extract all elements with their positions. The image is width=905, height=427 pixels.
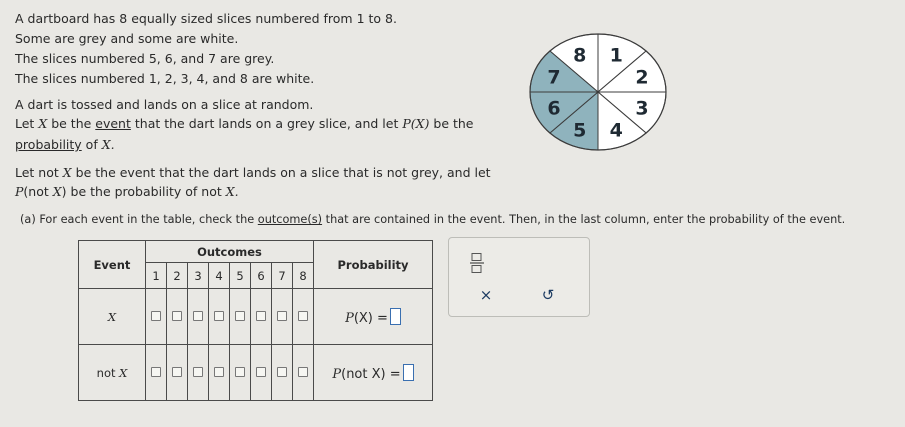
outcome-cell (293, 289, 314, 345)
checkbox-not-x-outcome-5[interactable] (235, 367, 245, 377)
checkbox-x-outcome-1[interactable] (151, 311, 161, 321)
outcome-cell (251, 289, 272, 345)
outcome-cell (146, 345, 167, 401)
text-segment: be the (47, 116, 96, 131)
math-p: P (15, 184, 24, 199)
problem-line-2: Some are grey and some are white. (15, 31, 239, 46)
outcome-cell (188, 289, 209, 345)
undo-button[interactable]: ↺ (541, 286, 555, 304)
outcome-label-5: 5 (230, 263, 251, 289)
text-segment: Let not (15, 165, 63, 180)
outcomes-header: Outcomes (146, 241, 314, 263)
checkbox-x-outcome-6[interactable] (256, 311, 266, 321)
checkbox-x-outcome-8[interactable] (298, 311, 308, 321)
part-a-instructions (20, 213, 845, 226)
checkbox-x-outcome-5[interactable] (235, 311, 245, 321)
slice-label-7: 7 (547, 66, 561, 89)
outcome-cell (167, 345, 188, 401)
probability-expression: (X) = (353, 310, 388, 326)
text-segment: be the (429, 116, 474, 131)
probability-expression: (not X) = (341, 366, 401, 382)
fraction-button[interactable] (469, 252, 485, 274)
slice-label-4: 4 (609, 119, 623, 142)
slice-label-6: 6 (547, 97, 561, 120)
outcome-label-7: 7 (272, 263, 293, 289)
text-segment: that the dart lands on a grey slice, and let (130, 116, 403, 131)
event-cell-not-x (79, 345, 146, 401)
slice-label-2: 2 (635, 66, 649, 89)
event-row-x (79, 289, 433, 345)
text-segment: ) (61, 184, 67, 199)
outcome-label-2: 2 (167, 263, 188, 289)
event-row-not-x (79, 345, 433, 401)
event-cell-x: X (79, 289, 146, 345)
math-p: P (345, 310, 354, 326)
text-segment: Let (15, 116, 39, 131)
outcome-label-8: 8 (293, 263, 314, 289)
checkbox-not-x-outcome-2[interactable] (172, 367, 182, 377)
checkbox-x-outcome-2[interactable] (172, 311, 182, 321)
problem-line-6 (15, 116, 474, 131)
text-segment: that are contained in the event. Then, in the last column, enter the probability of the event. (322, 213, 846, 226)
checkbox-x-outcome-4[interactable] (214, 311, 224, 321)
outcome-cell (188, 345, 209, 401)
event-header: Event (79, 241, 146, 289)
probability-link[interactable]: probability (15, 137, 82, 152)
math-x: X (119, 365, 128, 380)
outcome-cell (293, 345, 314, 401)
text-segment: be the probability of not (66, 184, 226, 199)
problem-line-7 (15, 137, 115, 152)
probability-input-x[interactable] (390, 308, 401, 325)
slice-label-8: 8 (573, 44, 587, 67)
outcome-cell (272, 345, 293, 401)
outcome-cell (230, 345, 251, 401)
checkbox-not-x-outcome-8[interactable] (298, 367, 308, 377)
checkbox-x-outcome-3[interactable] (193, 311, 203, 321)
outcome-label-1: 1 (146, 263, 167, 289)
problem-line-4: The slices numbered 1, 2, 3, 4, and 8 are white. (15, 71, 315, 86)
probability-cell-x (314, 289, 433, 345)
slice-label-5: 5 (573, 119, 587, 142)
outcomes-table (78, 240, 433, 401)
slice-label-3: 3 (635, 97, 649, 120)
outcome-cell (272, 289, 293, 345)
outcome-cell (251, 345, 272, 401)
checkbox-x-outcome-7[interactable] (277, 311, 287, 321)
outcome-label-6: 6 (251, 263, 272, 289)
problem-line-9 (15, 184, 239, 199)
text-segment: be the event that the dart lands on a slice that is not grey, and let (71, 165, 491, 180)
fraction-icon (469, 252, 485, 274)
problem-line-3: The slices numbered 5, 6, and 7 are grey. (15, 51, 275, 66)
outcome-label-4: 4 (209, 263, 230, 289)
text-segment: of (81, 137, 102, 152)
outcome-label-3: 3 (188, 263, 209, 289)
problem-line-5: A dart is tossed and lands on a slice at random. (15, 97, 314, 112)
checkbox-not-x-outcome-6[interactable] (256, 367, 266, 377)
math-x: X. (225, 184, 239, 199)
dartboard (528, 30, 668, 154)
math-x: X (38, 116, 48, 131)
outcome-cell (146, 289, 167, 345)
math-x: X (62, 165, 72, 180)
not-text: not (96, 365, 120, 380)
math-p: P (402, 116, 411, 131)
outcome-cell (167, 289, 188, 345)
outcomes-link[interactable]: outcome(s) (257, 213, 323, 226)
math-p: P (332, 366, 342, 382)
outcome-cell (209, 289, 230, 345)
outcome-cell (230, 289, 251, 345)
probability-header: Probability (314, 241, 433, 289)
math-x: X. (101, 137, 115, 152)
checkbox-not-x-outcome-4[interactable] (214, 367, 224, 377)
math-px: (X) (410, 116, 430, 131)
text-segment: (not (23, 184, 53, 199)
problem-line-8 (15, 165, 491, 180)
checkbox-not-x-outcome-3[interactable] (193, 367, 203, 377)
slice-label-1: 1 (609, 44, 623, 67)
probability-cell-not-x (314, 345, 433, 401)
clear-button[interactable]: × (479, 286, 493, 304)
checkbox-not-x-outcome-1[interactable] (151, 367, 161, 377)
event-link[interactable]: event (95, 116, 131, 131)
probability-input-not-x[interactable] (403, 364, 414, 381)
outcome-cell (209, 345, 230, 401)
answer-tools-panel (448, 237, 590, 317)
text-segment: (a) For each event in the table, check the (20, 213, 258, 226)
problem-line-1: A dartboard has 8 equally sized slices numbered from 1 to 8. (15, 11, 397, 26)
math-x: X (52, 184, 62, 199)
checkbox-not-x-outcome-7[interactable] (277, 367, 287, 377)
